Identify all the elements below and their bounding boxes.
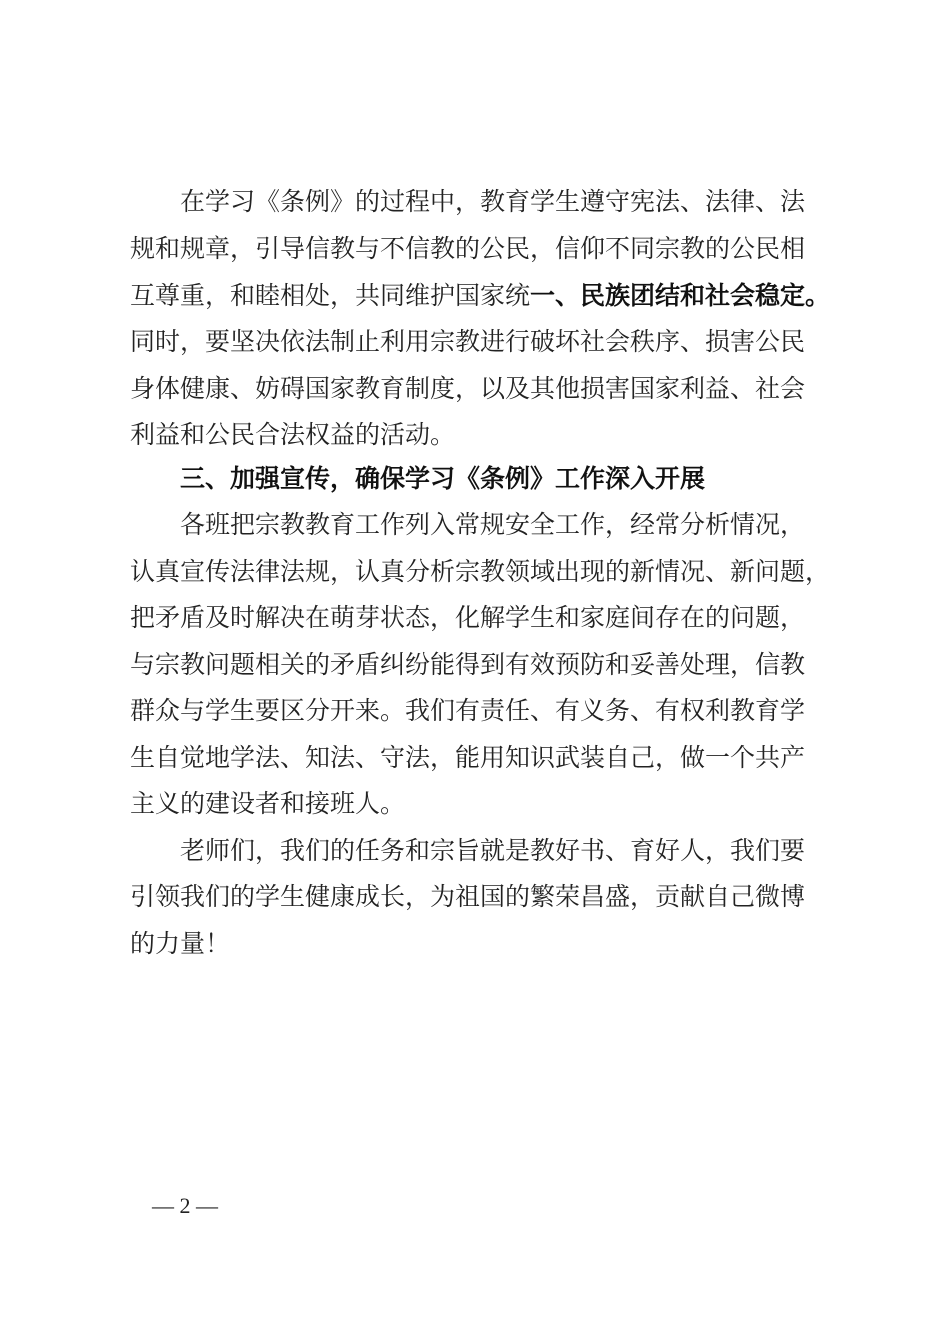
page-number: — 2 — <box>152 1193 218 1218</box>
paragraph-line: 各班把宗教教育工作列入常规安全工作，经常分析情况， <box>180 510 806 539</box>
paragraph-text: 互尊重，和睦相处，共同维护国家统 <box>130 281 531 310</box>
paragraph-line: 规和规章，引导信教与不信教的公民，信仰不同宗教的公民相 <box>130 234 806 263</box>
paragraph-line: 在学习《条例》的过程中，教育学生遵守宪法、法律、法 <box>180 187 806 216</box>
paragraph-line: 把矛盾及时解决在萌芽状态，化解学生和家庭间存在的问题， <box>130 603 806 632</box>
paragraph-line: 生自觉地学法、知法、守法，能用知识武装自己，做一个共产 <box>130 743 806 772</box>
paragraph-line: 引领我们的学生健康成长，为祖国的繁荣昌盛，贡献自己微博 <box>130 882 806 911</box>
paragraph-line: 的力量！ <box>130 929 231 958</box>
paragraph-line: 身体健康、妨碍国家教育制度，以及其他损害国家利益、社会 <box>130 374 806 403</box>
bold-phrase: 一、民族团结和社会稳定。 <box>530 281 831 310</box>
paragraph-line: 与宗教问题相关的矛盾纠纷能得到有效预防和妥善处理，信教 <box>130 650 806 679</box>
paragraph-line: 老师们，我们的任务和宗旨就是教好书、育好人，我们要 <box>180 836 806 865</box>
paragraph-line: 同时，要坚决依法制止利用宗教进行破坏社会秩序、损害公民 <box>130 327 806 356</box>
paragraph-line: 主义的建设者和接班人。 <box>130 789 406 818</box>
paragraph-line: 认真宣传法律法规，认真分析宗教领域出现的新情况、新问题， <box>130 557 831 586</box>
section-heading: 三、加强宣传，确保学习《条例》工作深入开展 <box>180 464 706 493</box>
paragraph-line-with-bold <box>130 279 830 313</box>
paragraph-line: 利益和公民合法权益的活动。 <box>130 420 456 449</box>
paragraph-line: 群众与学生要区分开来。我们有责任、有义务、有权利教育学 <box>130 696 806 725</box>
